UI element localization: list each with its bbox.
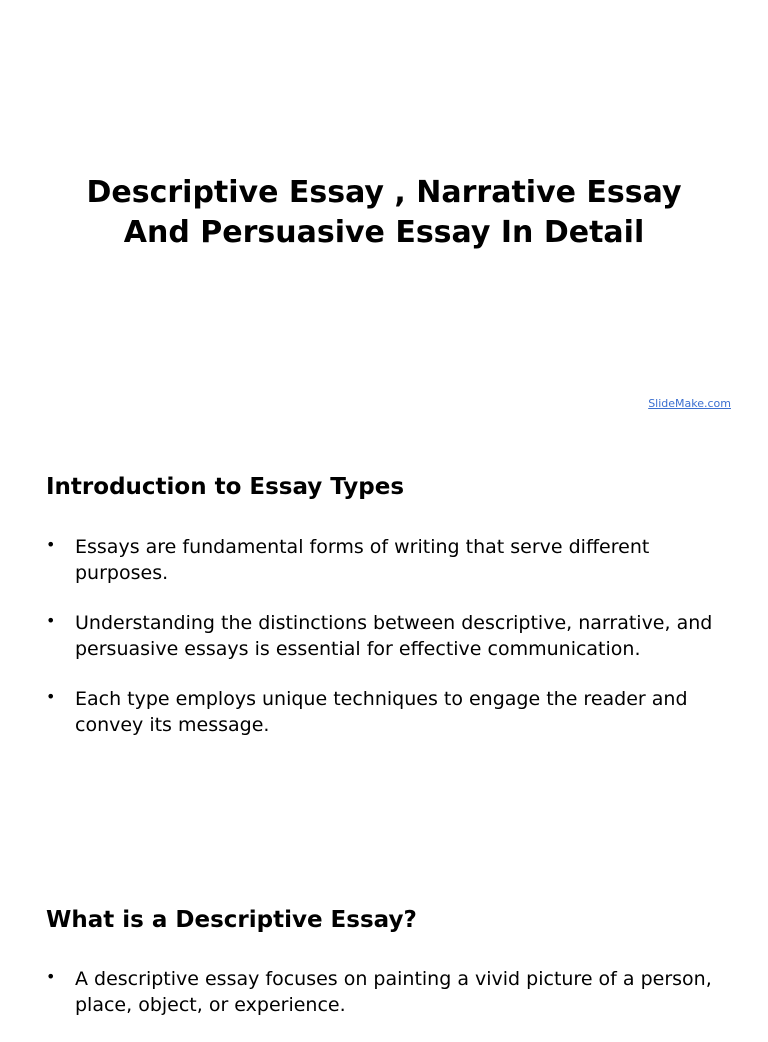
section-heading-intro: Introduction to Essay Types [46, 474, 405, 500]
bullet-text: A descriptive essay focuses on painting a vivid picture of a person, place, object, or experience. [75, 968, 712, 1016]
document-title [0, 173, 768, 253]
list-item [46, 686, 736, 738]
bullet-text: Essays are fundamental forms of writing that serve different purposes. [75, 536, 650, 584]
title-line-2: And Persuasive Essay In Detail [123, 215, 645, 250]
section-heading-descriptive: What is a Descriptive Essay? [46, 907, 417, 933]
bullet-icon: • [46, 611, 56, 630]
bullet-text: Understanding the distinctions between descriptive, narrative, and persuasive essays is essential for effective communication. [75, 612, 713, 660]
bullet-icon: • [46, 535, 56, 554]
descriptive-bullet-list [46, 966, 736, 1042]
title-line-1: Descriptive Essay , Narrative Essay [86, 175, 682, 210]
list-item [46, 610, 736, 662]
list-item [46, 966, 736, 1018]
bullet-text: Each type employs unique techniques to engage the reader and convey its message. [75, 688, 688, 736]
bullet-icon: • [46, 687, 56, 706]
slidemake-link[interactable]: SlideMake.com [648, 397, 731, 410]
list-item [46, 534, 736, 586]
bullet-icon: • [46, 967, 56, 986]
intro-bullet-list [46, 534, 736, 762]
